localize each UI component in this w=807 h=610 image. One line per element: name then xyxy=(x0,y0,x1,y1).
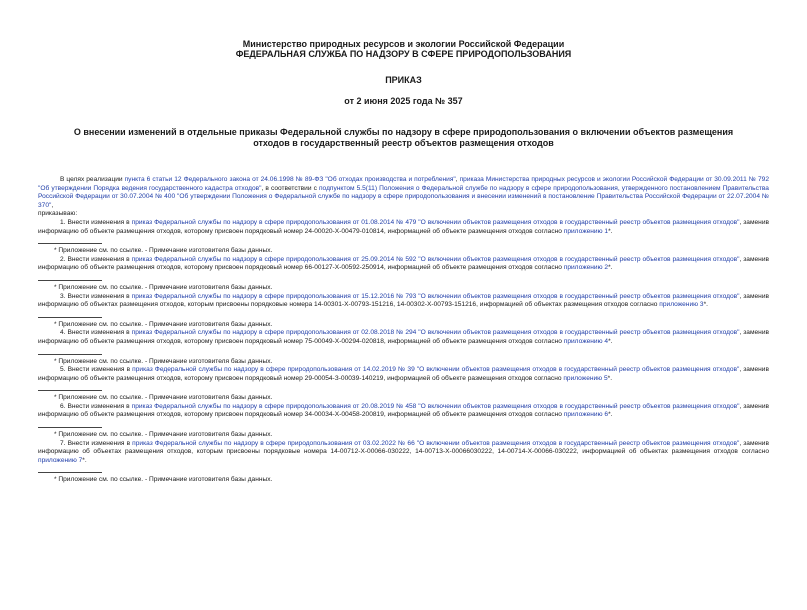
amended-order-link[interactable]: приказ Федеральной службы по надзору в сфере природопользования от 02.08.2018 № 294 "О включении объектов размещения отходов в государственный реестр объектов размещения отходов" xyxy=(131,329,740,337)
document-date-number: от 2 июня 2025 года № 357 xyxy=(344,96,463,106)
footnote-divider xyxy=(38,354,102,355)
item-prefix: 4. Внести изменения в xyxy=(60,329,132,337)
appendix-link[interactable]: приложению 4 xyxy=(563,337,609,345)
item-prefix: 6. Внести изменения в xyxy=(60,402,132,410)
footnote: * Приложение см. по ссылке. - Примечание изготовителя базы данных. xyxy=(54,394,273,402)
item-suffix: *. xyxy=(608,411,613,419)
appendix-link[interactable]: приложению 1 xyxy=(563,227,609,235)
item-prefix: 2. Внести изменения в xyxy=(60,255,132,263)
item-suffix: *. xyxy=(608,264,613,272)
document-header xyxy=(38,39,769,149)
footnote-divider xyxy=(38,317,102,318)
item-suffix: *. xyxy=(607,374,613,382)
order-items xyxy=(38,219,769,485)
item-text: , заменив информацию об объекте размещения отходов, которому присвоен порядковый номер 34-00034-Х-00458-200819, информацией об объекте размещения отходов согласно xyxy=(38,402,770,419)
footnote-divider xyxy=(38,243,102,244)
preamble-paragraph xyxy=(38,176,769,210)
amended-order-link[interactable]: приказ Федеральной службы по надзору в сфере природопользования от 15.12.2016 № 793 "О включении объектов размещения отходов в государственный реестр объектов размещения отходов" xyxy=(131,292,740,300)
item-text: , заменив информацию об объекте размещения отходов, которому присвоен порядковый номер 24-00020-Х-00479-010814, информацией об объекте размещения отходов согласно xyxy=(38,218,770,235)
order-item xyxy=(38,256,769,273)
document-page xyxy=(0,39,807,610)
item-prefix: 1. Внести изменения в xyxy=(60,218,132,226)
preamble-text-2: , в соответствии с xyxy=(261,184,319,192)
law-89fz-link[interactable]: пункта 6 статьи 12 Федерального закона от 24.06.1998 № 89-ФЗ "Об отходах производства и потребления" xyxy=(124,176,456,183)
service-name: ФЕДЕРАЛЬНАЯ СЛУЖБА ПО НАДЗОРУ В СФЕРЕ ПРИРОДОПОЛЬЗОВАНИЯ xyxy=(235,49,572,59)
document-title: О внесении изменений в отдельные приказы Федеральной службы по надзору в сфере природопользования о включении объектов размещения отходов в государственный реестр объектов размещения отходов xyxy=(73,127,734,148)
order-word: приказываю: xyxy=(38,210,78,218)
order-792-link[interactable]: приказа Министерства природных ресурсов и экологии Российской Федерации от 30.09.2011 № 792 "Об утверждении Порядка ведения государственного кадастра отходов" xyxy=(38,176,769,192)
ministry-name: Министерство природных ресурсов и экологии Российской Федерации xyxy=(242,39,565,49)
item-suffix: *. xyxy=(608,227,613,235)
item-text: , заменив информацию об объекте размещения отходов, которому присвоен порядковый номер 75-00049-Х-00294-020818, информацией об объекте размещения отходов согласно xyxy=(38,329,770,345)
item-text: , заменив информацию об объектах размещения отходов, которым присвоены порядковые номера 14-00712-Х-00066-030222, 14-00713-Х-00066030222, 14-00714-Х-00066-030222, информацией об объектах размещения отходов согласно xyxy=(38,439,769,456)
preamble-text-3: , xyxy=(51,201,54,209)
footnote-divider xyxy=(38,280,102,281)
order-item xyxy=(38,293,769,310)
item-prefix: 3. Внести изменения в xyxy=(60,292,132,300)
appendix-link[interactable]: приложению 2 xyxy=(563,264,609,272)
item-suffix: *. xyxy=(703,301,708,309)
footnote: * Приложение см. по ссылке. - Примечание изготовителя базы данных. xyxy=(54,247,273,255)
amended-order-link[interactable]: приказ Федеральной службы по надзору в сфере природопользования от 25.09.2014 № 592 "О включении объектов размещения отходов в государственный реестр объектов размещения отходов" xyxy=(131,255,740,263)
appendix-link[interactable]: приложению 6 xyxy=(563,411,609,419)
amended-order-link[interactable]: приказ Федеральной службы по надзору в сфере природопользования от 01.08.2014 № 479 "О включении объектов размещения отходов в государственный реестр объектов размещения отходов" xyxy=(131,218,740,226)
item-prefix: 7. Внести изменения в xyxy=(60,439,133,447)
item-prefix: 5. Внести изменения в xyxy=(60,366,133,374)
appendix-link[interactable]: приложению 7 xyxy=(38,456,83,464)
amended-order-link[interactable]: приказ Федеральной службы по надзору в сфере природопользования от 03.02.2022 № 66 "О включении объектов размещения отходов в государственный реестр объектов размещения отходов" xyxy=(132,439,740,447)
footnote-divider xyxy=(38,390,102,391)
footnote: * Приложение см. по ссылке. - Примечание изготовителя базы данных. xyxy=(54,283,273,291)
order-item xyxy=(38,403,769,420)
item-suffix: *. xyxy=(608,337,613,345)
document-type: ПРИКАЗ xyxy=(385,75,422,85)
order-item xyxy=(38,440,769,466)
footnote-divider xyxy=(38,427,102,428)
item-text: , заменив информацию об объекте размещения отходов, которому присвоен порядковый номер 66-00127-Х-00592-250914, информацией об объекте размещения отходов согласно xyxy=(38,255,770,272)
appendix-link[interactable]: приложению 3 xyxy=(659,301,704,309)
footnote-divider xyxy=(38,472,102,473)
order-item xyxy=(38,219,769,236)
item-text: , заменив информацию об объектах размещения отходов, которым присвоены порядковые номера 14-00301-Х-00793-151216, 14-00302-Х-00793-151216, информацией об объектах размещения отходов согласно xyxy=(38,292,770,309)
footnote: * Приложение см. по ссылке. - Примечание изготовителя базы данных. xyxy=(54,476,273,484)
order-item xyxy=(38,329,769,346)
preamble-text-1: , xyxy=(455,176,460,183)
footnote: * Приложение см. по ссылке. - Примечание изготовителя базы данных. xyxy=(54,431,273,439)
amended-order-link[interactable]: приказ Федеральной службы по надзору в сфере природопользования от 20.08.2019 № 458 "О включении объектов размещения отходов в государственный реестр объектов размещения отходов" xyxy=(131,402,740,410)
preamble-intro: В целях реализации xyxy=(60,176,125,183)
footnote: * Приложение см. по ссылке. - Примечание изготовителя базы данных. xyxy=(54,357,273,365)
footnote: * Приложение см. по ссылке. - Примечание изготовителя базы данных. xyxy=(54,320,273,328)
appendix-link[interactable]: приложению 5 xyxy=(563,374,608,382)
amended-order-link[interactable]: приказ Федеральной службы по надзору в сфере природопользования от 14.02.2019 № 39 "О включении объектов размещения отходов в государственный реестр объектов размещения отходов" xyxy=(132,366,740,374)
item-text: , заменив информацию об объекте размещения отходов, которому присвоен порядковый номер 29-00054-З-00039-140219, информацией об объекте размещения отходов согласно xyxy=(38,366,769,382)
item-suffix: *. xyxy=(82,456,87,464)
document-body xyxy=(38,176,769,485)
order-item xyxy=(38,366,769,383)
regulation-400-link[interactable]: подпунктом 5.5(11) Положения о Федеральной службе по надзору в сфере природопользования, утвержденного постановлением Правительства Российской Федерации от 30.07.2004 № 400 "Об утверждении Положения о Федеральной службе по надзору в сфере природопользования и внесении изменений в постановление Правительства Российской Федерации от 22.07.2004 № 370" xyxy=(38,184,769,209)
